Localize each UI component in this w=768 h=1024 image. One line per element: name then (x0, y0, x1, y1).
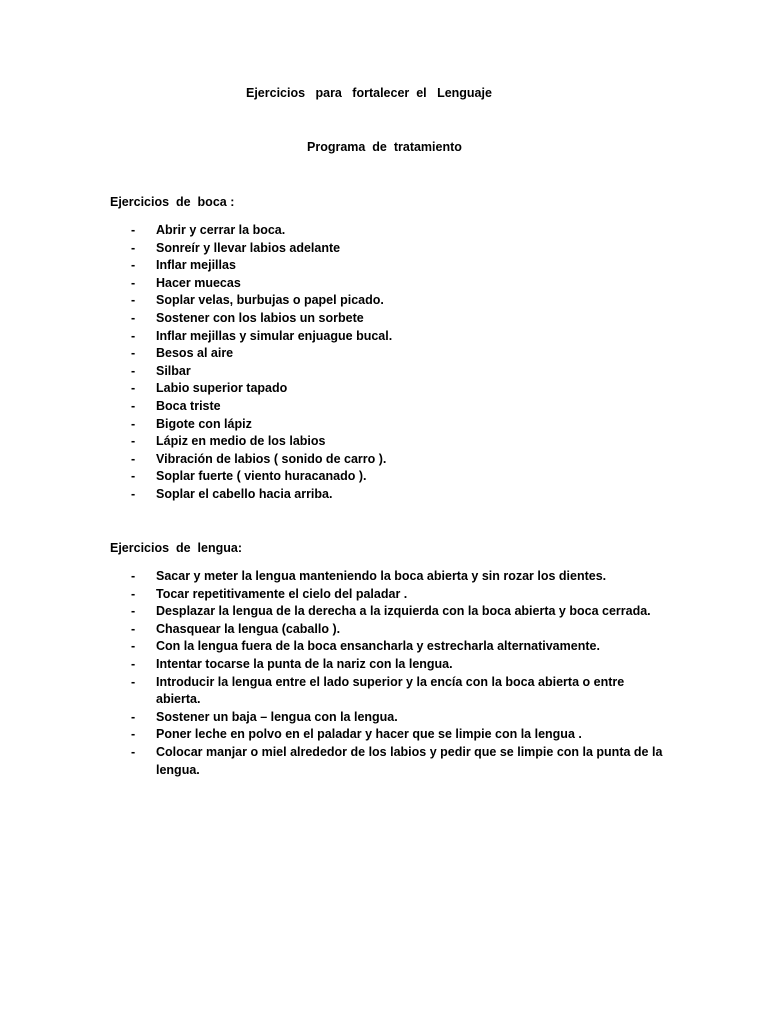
list-item (0, 345, 768, 363)
list-item (0, 726, 768, 744)
list-bullet: - (131, 621, 136, 636)
list-item-text: Silbar (156, 363, 191, 378)
list-bullet: - (131, 398, 136, 413)
exercise-list-lengua (0, 568, 768, 779)
list-item (0, 257, 768, 275)
list-bullet: - (131, 328, 136, 343)
list-item-text: Soplar fuerte ( viento huracanado ). (156, 469, 367, 484)
list-item-text: Labio superior tapado (156, 381, 288, 396)
list-item-text: Bigote con lápiz (156, 416, 252, 431)
list-item-text: Soplar velas, burbujas o papel picado. (156, 293, 384, 308)
list-bullet: - (131, 569, 136, 583)
list-item (0, 310, 768, 328)
list-item (0, 603, 768, 621)
list-bullet: - (131, 604, 136, 619)
list-item-text: Besos al aire (156, 346, 234, 361)
list-item-text: Introducir la lengua entre el lado superior y la encía con la boca abierta o entre abierta. (156, 674, 625, 707)
list-bullet: - (131, 381, 136, 396)
list-item-text: Chasquear la lengua (caballo ). (156, 621, 341, 636)
list-item (0, 363, 768, 381)
list-item-text: Colocar manjar o miel alrededor de los labios y pedir que se limpie con la punta de la lengua. (156, 744, 663, 777)
list-item (0, 222, 768, 240)
list-bullet: - (131, 709, 136, 724)
list-bullet: - (131, 416, 136, 431)
list-item-text: Hacer muecas (156, 275, 241, 290)
list-bullet: - (131, 258, 136, 273)
list-item-text: Sacar y meter la lengua manteniendo la boca abierta y sin rozar los dientes. (156, 569, 607, 583)
list-item (0, 638, 768, 656)
section-heading-lengua: Ejercicios de lengua: (110, 541, 242, 555)
list-item (0, 674, 768, 709)
document-title: Ejercicios para fortalecer el Lenguaje (246, 86, 492, 100)
list-item-text: Boca triste (156, 398, 221, 413)
list-item (0, 292, 768, 310)
section-heading-boca: Ejercicios de boca : (110, 195, 235, 209)
list-bullet: - (131, 451, 136, 466)
list-item-text: Lápiz en medio de los labios (156, 434, 326, 449)
list-bullet: - (131, 346, 136, 361)
list-item-text: Vibración de labios ( sonido de carro ). (156, 451, 387, 466)
list-bullet: - (131, 310, 136, 325)
list-item (0, 275, 768, 293)
list-item (0, 621, 768, 639)
list-item (0, 568, 768, 586)
list-bullet: - (131, 486, 136, 501)
list-item (0, 744, 768, 779)
list-item (0, 486, 768, 504)
list-item-text: Intentar tocarse la punta de la nariz con la lengua. (156, 656, 453, 671)
list-item (0, 398, 768, 416)
list-item (0, 240, 768, 258)
list-item-text: Sostener un baja – lengua con la lengua. (156, 709, 398, 724)
list-item-text: Poner leche en polvo en el paladar y hacer que se limpie con la lengua . (156, 727, 582, 742)
list-item (0, 709, 768, 727)
list-item-text: Inflar mejillas (156, 258, 236, 273)
list-item (0, 433, 768, 451)
list-bullet: - (131, 293, 136, 308)
list-bullet: - (131, 656, 136, 671)
list-item (0, 380, 768, 398)
list-item (0, 586, 768, 604)
list-item-text: Abrir y cerrar la boca. (156, 223, 286, 237)
list-bullet: - (131, 727, 136, 742)
list-bullet: - (131, 744, 136, 759)
list-item-text: Inflar mejillas y simular enjuague bucal. (156, 328, 393, 343)
list-item (0, 416, 768, 434)
list-item-text: Tocar repetitivamente el cielo del paladar . (156, 586, 408, 601)
list-item-text: Soplar el cabello hacia arriba. (156, 486, 333, 501)
list-item-text: Sonreír y llevar labios adelante (156, 240, 341, 255)
exercise-list-boca (0, 222, 768, 504)
list-item-text: Sostener con los labios un sorbete (156, 310, 364, 325)
list-item (0, 656, 768, 674)
list-bullet: - (131, 674, 136, 689)
list-item-text: Con la lengua fuera de la boca ensancharla y estrecharla alternativamente. (156, 639, 600, 654)
list-item-text: Desplazar la lengua de la derecha a la izquierda con la boca abierta y boca cerrada. (156, 604, 651, 619)
list-bullet: - (131, 223, 136, 237)
list-bullet: - (131, 434, 136, 449)
list-item (0, 451, 768, 469)
list-bullet: - (131, 275, 136, 290)
list-item (0, 468, 768, 486)
list-bullet: - (131, 639, 136, 654)
list-bullet: - (131, 586, 136, 601)
list-bullet: - (131, 240, 136, 255)
document-subtitle: Programa de tratamiento (307, 140, 462, 154)
list-bullet: - (131, 469, 136, 484)
list-bullet: - (131, 363, 136, 378)
list-item (0, 328, 768, 346)
